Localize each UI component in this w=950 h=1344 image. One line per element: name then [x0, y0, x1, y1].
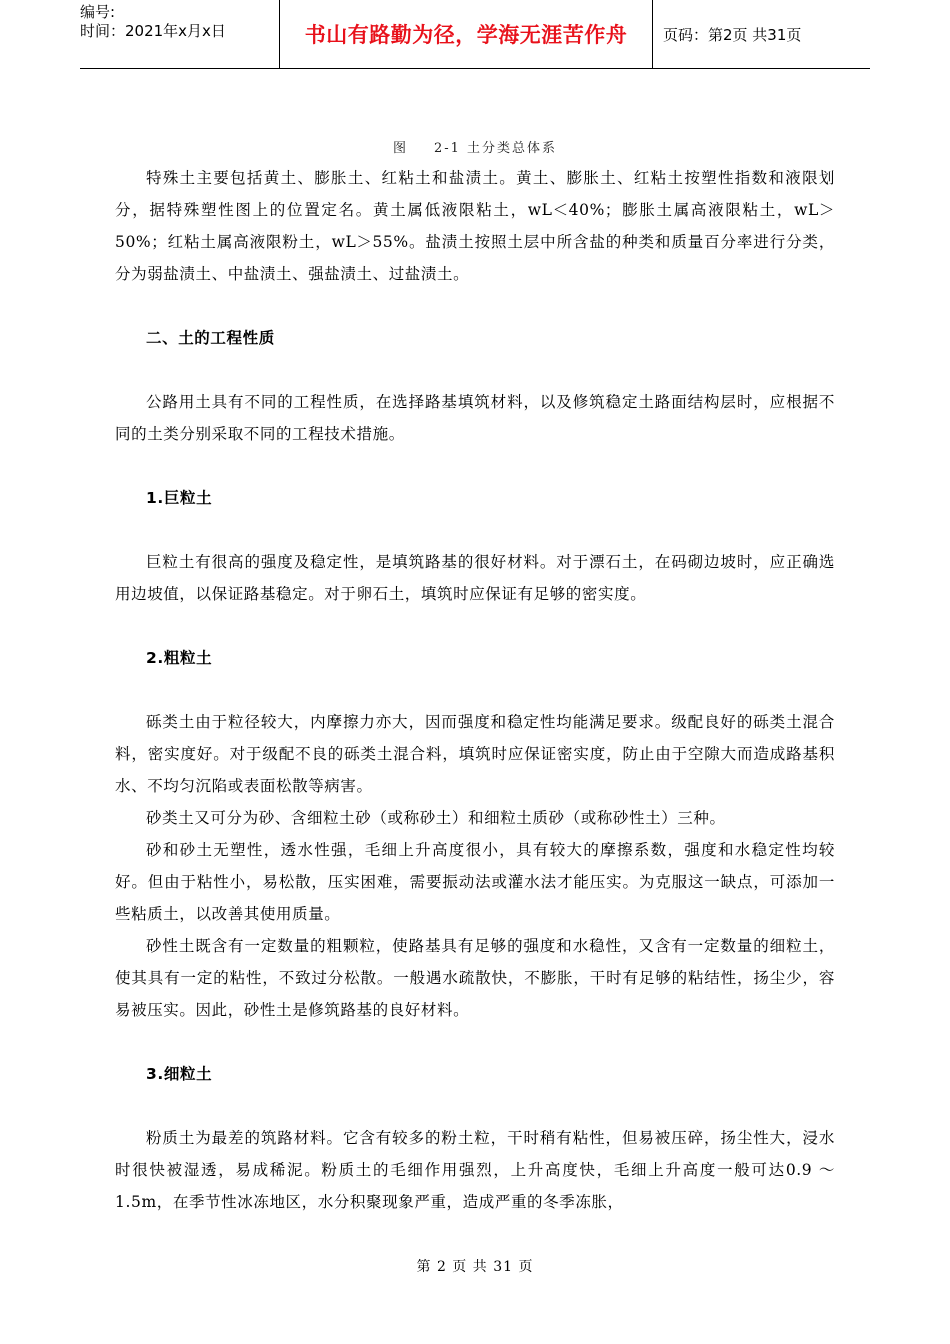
paragraph-gravel: 砾类土由于粒径较大，内摩擦力亦大，因而强度和稳定性均能满足要求。级配良好的砾类土混合料，密实度好。对于级配不良的砾类土混合料，填筑时应保证密实度，防止由于空隙大而造成路基积水、不均匀沉陷或表面松散等病害。	[115, 713, 835, 795]
figure-caption-label: 图	[392, 141, 408, 156]
figure-caption-text: 2-1 土分类总体系	[433, 141, 558, 156]
paragraph-special-soils: 特殊土主要包括黄土、膨胀土、红粘土和盐渍土。黄土、膨胀土、红粘土按塑性指数和液限划分，据特殊塑性图上的位置定名。黄土属低液限粘土，wL＜40%；膨胀土属高液限粘土，wL＞50%；红粘土属高液限粉土，wL＞55%。盐渍土按照土层中所含盐的种类和质量百分率进行分类，分为弱盐渍土、中盐渍土、强盐渍土、过盐渍土。	[115, 169, 835, 283]
paragraph-sand: 砂和砂土无塑性，透水性强，毛细上升高度很小，具有较大的摩擦系数，强度和水稳定性均较好。但由于粘性小，易松散，压实困难，需要振动法或灌水法才能压实。为克服这一缺点，可添加一些粘质土，以改善其使用质量。	[115, 841, 835, 923]
document-body	[115, 162, 835, 1218]
subsection-heading-2: 2.粗粒土	[146, 649, 213, 667]
page-header	[80, 0, 870, 69]
page-footer: 第 2 页 共 31 页	[416, 1259, 534, 1275]
paragraph-giant-grain: 巨粒土有很高的强度及稳定性，是填筑路基的很好材料。对于漂石土，在码砌边坡时，应正确选用边坡值，以保证路基稳定。对于卵石土，填筑时应保证有足够的密实度。	[115, 553, 835, 603]
paragraph-intro: 公路用土具有不同的工程性质，在选择路基填筑材料，以及修筑稳定土路面结构层时，应根据不同的土类分别采取不同的工程技术措施。	[115, 393, 835, 443]
figure-caption	[0, 137, 950, 156]
paragraph-sand-types: 砂类土又可分为砂、含细粒土砂（或称砂土）和细粒土质砂（或称砂性土）三种。	[146, 809, 726, 827]
header-meta	[80, 0, 280, 68]
subsection-heading-3: 3.细粒土	[146, 1065, 213, 1083]
header-motto: 书山有路勤为径，学海无涯苦作舟	[280, 0, 653, 68]
section-heading: 二、土的工程性质	[146, 329, 275, 347]
paragraph-sandy-soil: 砂性土既含有一定数量的粗颗粒，使路基具有足够的强度和水稳性，又含有一定数量的细粒土，使其具有一定的粘性，不致过分松散。一般遇水疏散快，不膨胀，干时有足够的粘结性，扬尘少，容易被压实。因此，砂性土是修筑路基的良好材料。	[115, 937, 835, 1019]
date-label: 时间：2021年x月x日	[80, 22, 226, 40]
subsection-heading-1: 1.巨粒土	[146, 489, 213, 507]
paragraph-silt: 粉质土为最差的筑路材料。它含有较多的粉土粒，干时稍有粘性，但易被压碎，扬尘性大，浸水时很快被湿透，易成稀泥。粉质土的毛细作用强烈，上升高度快，毛细上升高度一般可达0.9 ～1.5m，在季节性冰冻地区，水分积聚现象严重，造成严重的冬季冻胀，	[115, 1129, 835, 1211]
header-page-info: 页码：第2页 共31页	[663, 25, 802, 44]
number-label: 编号:	[80, 3, 116, 21]
